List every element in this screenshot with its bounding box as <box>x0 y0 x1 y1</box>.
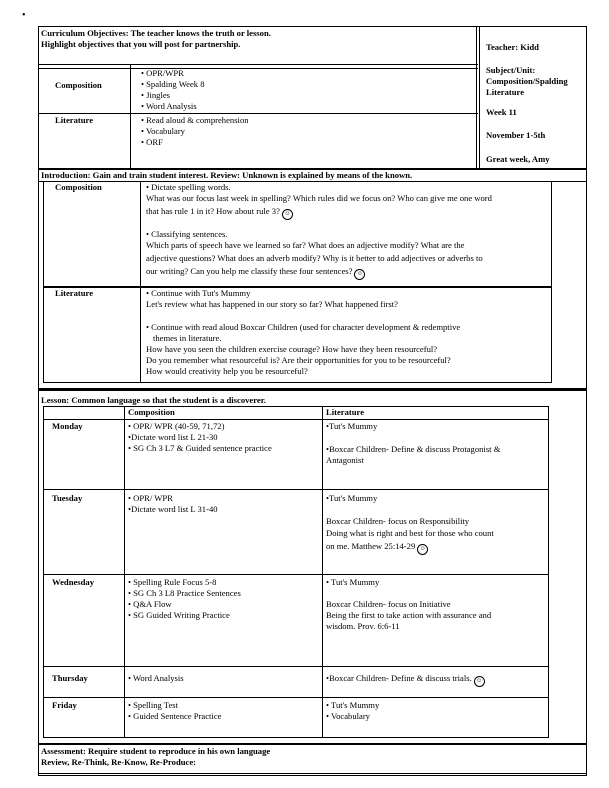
monday-composition-item: • SG Ch 3 L7 & Guided sentence practice <box>128 443 272 453</box>
thursday-literature-item: •Boxcar Children- Define & discuss trials. ☺ <box>326 673 485 687</box>
lesson-col-composition: Composition <box>128 407 175 417</box>
tuesday-composition-item: •Dictate word list L 31-40 <box>128 504 218 514</box>
subject-unit-value-1: Composition/Spalding <box>486 76 568 86</box>
intro-composition-line: • Dictate spelling words. <box>146 182 231 192</box>
friday-literature-item: • Vocabulary <box>326 711 370 721</box>
monday-composition-item: • OPR/ WPR (40-59, 71,72) <box>128 421 225 431</box>
tuesday-literature-item: •Tut's Mummy <box>326 493 378 503</box>
assessment-line-1: Assessment: Require student to reproduce in his own language <box>41 746 271 756</box>
overview-literature-item: • ORF <box>141 137 163 147</box>
scan-speck: • <box>22 10 26 21</box>
day-label-monday: Monday <box>52 421 83 431</box>
friday-composition-item: • Spelling Test <box>128 700 178 710</box>
day-label-wednesday: Wednesday <box>52 577 95 587</box>
overview-literature-label: Literature <box>55 115 94 125</box>
smiley-face-icon: ☺ <box>282 209 293 220</box>
wednesday-literature-item: Being the first to take action with assurance and <box>326 610 492 620</box>
teacher-note: Great week, Amy <box>486 154 550 164</box>
friday-composition-item: • Guided Sentence Practice <box>128 711 222 721</box>
monday-composition-item: •Dictate word list L 21-30 <box>128 432 218 442</box>
friday-literature-item: • Tut's Mummy <box>326 700 380 710</box>
lesson-heading: Lesson: Common language so that the student is a discoverer. <box>41 395 266 405</box>
smiley-face-icon: ☺ <box>354 269 365 280</box>
intro-composition-line: our writing? Can you help me classify these four sentences? ☺ <box>146 266 365 280</box>
intro-composition-line: Which parts of speech have we learned so far? What does an adjective modify? What are the <box>146 240 465 250</box>
assessment-line-2: Review, Re-Think, Re-Know, Re-Produce: <box>41 757 196 767</box>
intro-literature-line: Let's review what has happened in our story so far? What happened first? <box>146 299 398 309</box>
overview-composition-item: • Word Analysis <box>141 101 197 111</box>
intro-composition-line: that has rule 1 in it? How about rule 3? ☺ <box>146 206 293 220</box>
overview-literature-item: • Read aloud & comprehension <box>141 115 249 125</box>
smiley-face-icon: ☺ <box>474 676 485 687</box>
overview-composition-label: Composition <box>55 80 102 90</box>
objectives-line-1: Curriculum Objectives: The teacher knows the truth or lesson. <box>41 28 271 38</box>
week-dates: November 1-5th <box>486 130 546 140</box>
intro-composition-label: Composition <box>55 182 102 192</box>
overview-literature-item: • Vocabulary <box>141 126 185 136</box>
wednesday-literature-item: Boxcar Children- focus on Initiative <box>326 599 451 609</box>
intro-literature-line: • Continue with read aloud Boxcar Children (used for character development & redemptive <box>146 322 461 332</box>
day-label-tuesday: Tuesday <box>52 493 83 503</box>
monday-literature-item: •Boxcar Children- Define & discuss Protagonist & <box>326 444 501 454</box>
wednesday-literature-item: wisdom. Prov. 6:6-11 <box>326 621 400 631</box>
overview-composition-item: • Spalding Week 8 <box>141 79 205 89</box>
intro-literature-line: themes in literature. <box>153 333 222 343</box>
intro-literature-line: Do you remember what resourceful is? Are their opportunities for you to be resourceful? <box>146 355 451 365</box>
teacher-name: Teacher: Kidd <box>486 42 539 52</box>
week-number: Week 11 <box>486 107 517 117</box>
overview-composition-item: • OPR/WPR <box>141 68 184 78</box>
tuesday-composition-item: • OPR/ WPR <box>128 493 173 503</box>
wednesday-composition-item: • SG Ch 3 L8 Practice Sentences <box>128 588 241 598</box>
day-label-friday: Friday <box>52 700 77 710</box>
subject-unit-value-2: Literature <box>486 87 525 97</box>
introduction-heading: Introduction: Gain and train student interest. Review: Unknown is explained by means of the known. <box>41 170 413 180</box>
wednesday-literature-item: • Tut's Mummy <box>326 577 380 587</box>
day-label-thursday: Thursday <box>52 673 88 683</box>
intro-composition-line: What was our focus last week in spelling? Which rules did we focus on? Who can give me one word <box>146 193 492 203</box>
tuesday-literature-item: Doing what is right and best for those who count <box>326 528 494 538</box>
lesson-table <box>43 406 549 738</box>
monday-literature-item: •Tut's Mummy <box>326 421 378 431</box>
intro-literature-line: How have you seen the children exercise courage? How have they been resourceful? <box>146 344 438 354</box>
wednesday-composition-item: • SG Guided Writing Practice <box>128 610 230 620</box>
overview-composition-item: • Jingles <box>141 90 171 100</box>
intro-literature-line: • Continue with Tut's Mummy <box>146 288 251 298</box>
tuesday-literature-item: Boxcar Children- focus on Responsibility <box>326 516 470 526</box>
monday-literature-item: Antagonist <box>326 455 364 465</box>
intro-literature-label: Literature <box>55 288 94 298</box>
wednesday-composition-item: • Spelling Rule Focus 5-8 <box>128 577 217 587</box>
tuesday-literature-item: on me. Matthew 25:14-29 ☺ <box>326 541 428 555</box>
smiley-face-icon: ☺ <box>417 544 428 555</box>
intro-composition-line: adjective questions? What does an adverb modify? Why is it better to add adjectives or adverbs to <box>146 253 483 263</box>
intro-literature-line: How would creativity help you be resourceful? <box>146 366 308 376</box>
lesson-col-literature: Literature <box>326 407 365 417</box>
wednesday-composition-item: • Q&A Flow <box>128 599 172 609</box>
objectives-line-2: Highlight objectives that you will post for partnership. <box>41 39 241 49</box>
intro-composition-line: • Classifying sentences. <box>146 229 228 239</box>
subject-unit-label: Subject/Unit: <box>486 65 536 75</box>
thursday-composition-item: • Word Analysis <box>128 673 184 683</box>
